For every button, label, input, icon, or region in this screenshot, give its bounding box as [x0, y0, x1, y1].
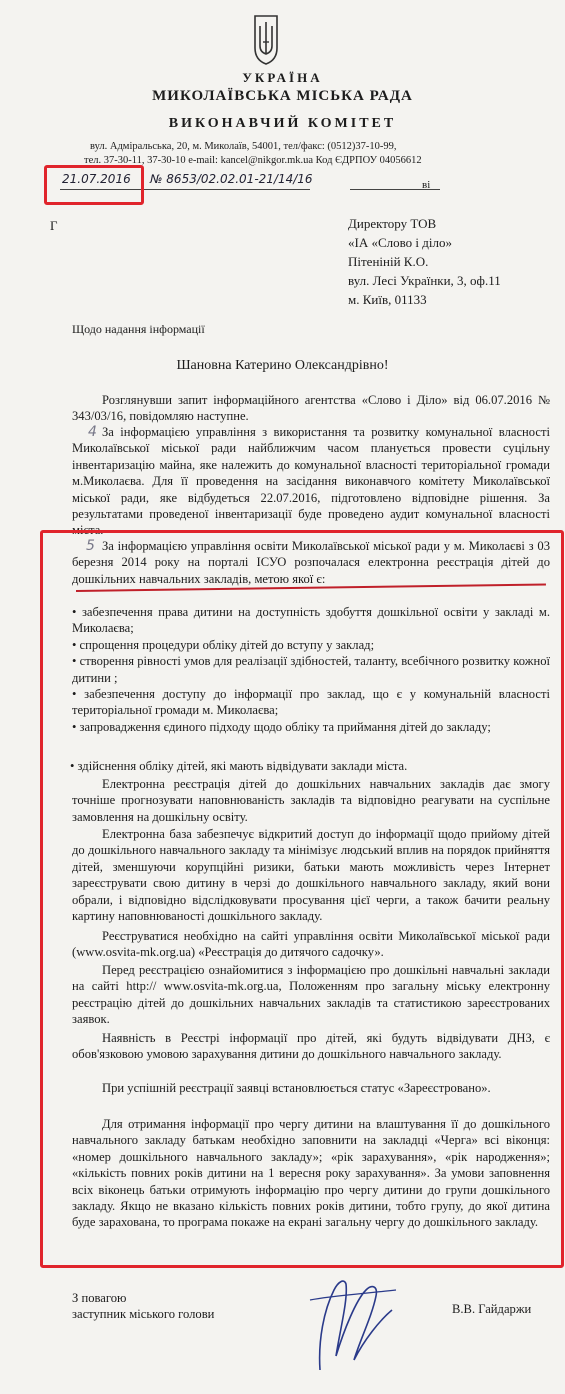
paragraph-3: За інформацією управління освіти Миколаївської міської ради у м. Миколаєві з 03 березня 2014 року на порталі ІСУО розпочалася електронна реєстрація дітей до дошкільних навчальних закладів, метою якої є: — [72, 539, 550, 586]
date-highlight-box — [44, 165, 144, 205]
subject-line: Щодо надання інформації — [72, 322, 205, 336]
signer-name: В.В. Гайдаржи — [452, 1302, 532, 1316]
paragraph-6: Реєструватися необхідно на сайті управління освіти Миколаївської міської ради (www.osvita-mk.org.ua) «Реєстрація до дитячого садочку». — [72, 929, 550, 960]
address-line-2: тел. 37-30-11, 37-30-10 e-mail: kancel@nikgor.mk.ua Код ЄДРПОУ 04056612 — [84, 155, 422, 166]
paragraph-7: Перед реєстрацією ознайомитися з інформацією про дошкільні навчальні заклади на сайті http:// www.osvita-mk.org.ua, Положенням про загальну міську електронну реєстрацію дітей до дошкільних навчальних закладів та статистикою зареєстрованих заявок. — [72, 963, 550, 1027]
registration-number: № 8653/02.02.01-21/14/16 — [150, 172, 313, 186]
vid-label: ві — [422, 179, 431, 191]
address-bracket: Г — [50, 218, 58, 233]
paragraph-9: При успішній реєстрації заявці встановлюється статус «Зареєстровано». — [102, 1081, 491, 1095]
closing-line: З повагою — [72, 1291, 127, 1305]
recipient-line: «ІА «Слово і діло» — [348, 235, 452, 250]
council-title: МИКОЛАЇВСЬКА МІСЬКА РАДА — [152, 88, 413, 104]
list-item: • запровадження єдиного підходу щодо обліку та приймання дітей до закладу; — [72, 719, 491, 734]
list-item: • спрощення процедури обліку дітей до вступу у заклад; — [72, 637, 375, 652]
greeting: Шановна Катерино Олександрівно! — [176, 358, 389, 373]
paragraph-8: Наявність в Реєстрі інформації про дітей, які будуть відвідувати ДНЗ, є обов'язковою умовою зарахування дитини до дошкільного навчального закладу. — [72, 1031, 550, 1062]
margin-mark-4: 4 — [88, 424, 97, 440]
handwritten-signature-icon — [300, 1260, 410, 1380]
list-item: • забезпечення права дитини на доступність здобуття дошкільної освіти у закладі м. Миколаєва; — [72, 605, 550, 636]
content-highlight-box — [40, 530, 564, 1268]
margin-mark-5: 5 — [86, 538, 95, 554]
paragraph-10: Для отримання інформації про чергу дитини на влаштування її до дошкільного навчального закладу батькам необхідно заповнити на закладці «Черга» всі віконця: «номер дошкільного навчального закладу»; «рік зарахування», «рік народження»; «кількість повних років дитини на 1 вересня року зарахування». За умови заповнення всіх віконець батьки отримують інформацію про чергу дитини до групи дошкільного закладу. Якщо не вказано кількість повних років дитини, тобто групу, до якої дитина буде зарахована, то програма покаже на екрані загальну чергу до дошкільного закладу. — [72, 1117, 550, 1230]
address-line-1: вул. Адміральська, 20, м. Миколаїв, 54001, тел/факс: (0512)37-10-99, — [90, 141, 397, 152]
recipient-line: Директору ТОВ — [348, 216, 437, 231]
list-item: • забезпечення доступу до інформації про заклад, що є у комунальній власності територіальної громади м. Миколаєва; — [72, 687, 550, 718]
paragraph-4: Електронна реєстрація дітей до дошкільних навчальних закладів дає змогу точніше прогнозувати наповнюваність закладів та відповідно реагувати на суспільне замовлення на дошкільну освіту. — [72, 777, 550, 824]
signatory-title: заступник міського голови — [72, 1307, 215, 1321]
recipient-block — [348, 214, 501, 309]
country-title: УКРАЇНА — [242, 70, 323, 85]
closing-block — [72, 1290, 214, 1322]
recipient-line: Пітеніній К.О. — [348, 254, 429, 269]
recipient-line: м. Київ, 01133 — [348, 292, 427, 307]
paragraph-1: Розглянувши запит інформаційного агентства «Слово і Діло» від 06.07.2016 № 343/03/16, повідомляю наступне. — [72, 393, 550, 424]
vid-underline — [350, 188, 440, 190]
registration-date: 21.07.2016 — [62, 172, 131, 186]
committee-title: ВИКОНАВЧИЙ КОМІТЕТ — [168, 116, 397, 131]
list-item: • здійснення обліку дітей, які мають відвідувати заклади міста. — [70, 759, 408, 773]
paragraph-5: Електронна база забезпечує відкритий доступ до інформації щодо прийому дітей до дошкільного навчального закладу та мінімізує людський вплив на порядок прийняття дітей, зменшуючи корупційні ризики, батьки мають можливість через Інтернет зареєструвати свою дитину в черзі до дошкільного навчального закладу, який вони обрали, і відповідно відслідковувати просування цієї черги, а також бачити реальну картину наповнюваності дошкільного закладу. — [72, 827, 550, 924]
recipient-line: вул. Лесі Українки, 3, оф.11 — [348, 273, 501, 288]
trident-coat-of-arms-icon — [251, 12, 281, 66]
list-item: • створення рівності умов для реалізації здібностей, таланту, всебічного розвитку кожної дитини ; — [72, 654, 550, 685]
paragraph-2: За інформацією управління з використання та розвитку комунальної власності Миколаївської міської ради найближчим часом планується провести суцільну інвентаризацію майна, яке належить до комунальної власності територіальної громади м.Миколаєва. Для її проведення на засідання виконавчого комітету Миколаївської міської ради, яке відбудеться 22.07.2016, підготовлено відповідне рішення. За результатами проведеної інвентаризації буде проведено аудит комунальної власності міста. — [72, 425, 550, 538]
